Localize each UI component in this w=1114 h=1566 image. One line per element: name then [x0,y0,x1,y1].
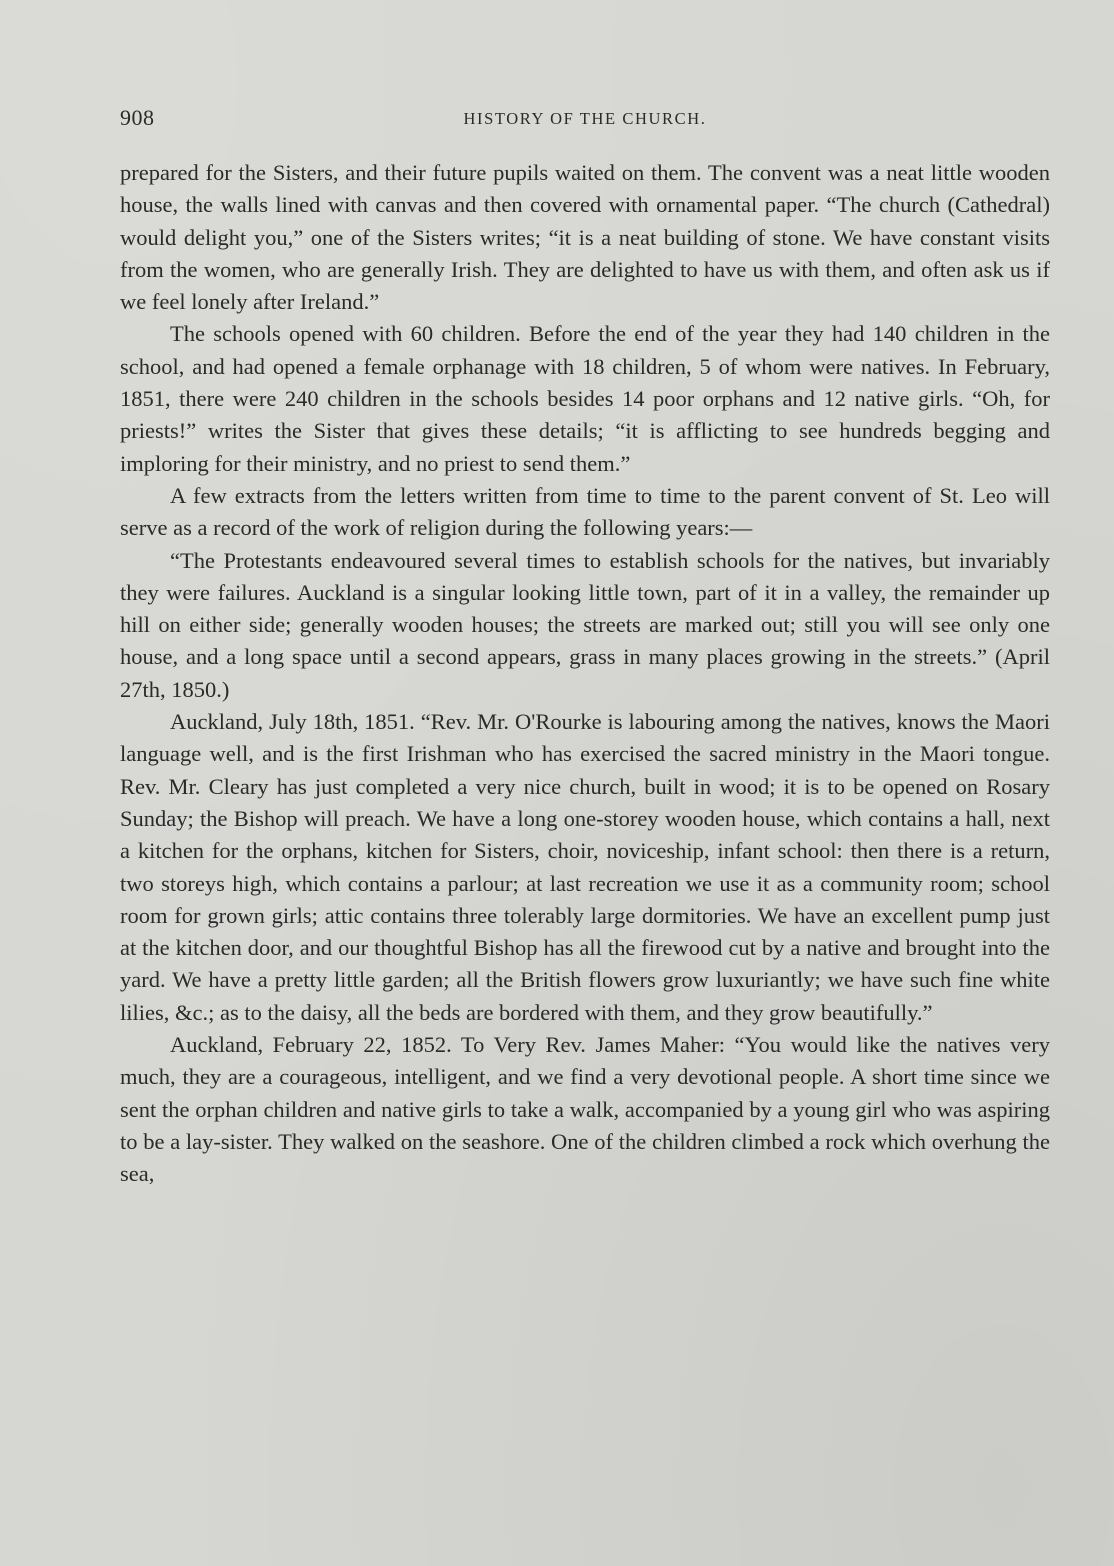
paragraph: The schools opened with 60 children. Before the end of the year they had 140 children in the school, and had opened a female orphanage with 18 children, 5 of whom were natives. In February, 1851, there were 240 children in the schools besides 14 poor orphans and 12 native girls. “Oh, for priests!” writes the Sister that gives these details; “it is afflicting to see hundreds begging and imploring for their ministry, and no priest to send them.” [120,321,1050,476]
paragraph: Auckland, July 18th, 1851. “Rev. Mr. O'Rourke is labouring among the natives, knows the Maori language well, and is the first Irishman who has exercised the sacred ministry in the Maori tongue. Rev. Mr. Cleary has just completed a very nice church, built in wood; it is to be opened on Rosary Sunday; the Bishop will preach. We have a long one-storey wooden house, which contains a hall, next a kitchen for the orphans, kitchen for Sisters, choir, noviceship, infant school: then there is a return, two storeys high, which contains a parlour; at last recreation we use it as a community room; school room for grown girls; attic contains three tolerably large dormitories. We have an excellent pump just at the kitchen door, and our thoughtful Bishop has all the firewood cut by a native and brought into the yard. We have a pretty little garden; all the British flowers grow luxuriantly; we have such fine white lilies, &c.; as to the daisy, all the beds are bordered with them, and they grow beautifully.” [120,709,1050,1025]
paragraph: Auckland, February 22, 1852. To Very Rev. James Maher: “You would like the natives very much, they are a courageous, intelligent, and we find a very devotional people. A short time since we sent the orphan children and native girls to take a walk, accompanied by a young girl who was aspiring to be a lay-sister. They walked on the seashore. One of the children climbed a rock which overhung the sea, [120,1032,1050,1187]
paragraph: prepared for the Sisters, and their future pupils waited on them. The convent was a neat little wooden house, the walls lined with canvas and then covered with ornamental paper. “The church (Cathedral) would delight you,” one of the Sisters writes; “it is a neat building of stone. We have constant visits from the women, who are generally Irish. They are delighted to have us with them, and often ask us if we feel lonely after Ireland.” [120,160,1050,315]
paragraph: A few extracts from the letters written from time to time to the parent convent of St. Leo will serve as a record of the work of religion during the following years:— [120,482,1050,541]
page-header [120,105,1050,135]
running-head: HISTORY OF THE CHURCH. [463,109,707,128]
body-text [120,157,1050,1191]
paragraph: “The Protestants endeavoured several times to establish schools for the natives, but invariably they were failures. Auckland is a singular looking little town, part of it in a valley, the remainder up hill on either side; generally wooden houses; the streets are marked out; still you will see only one house, and a long space until a second appears, grass in many places growing in the streets.” (April 27th, 1850.) [120,547,1050,702]
page-number: 908 [120,105,155,130]
